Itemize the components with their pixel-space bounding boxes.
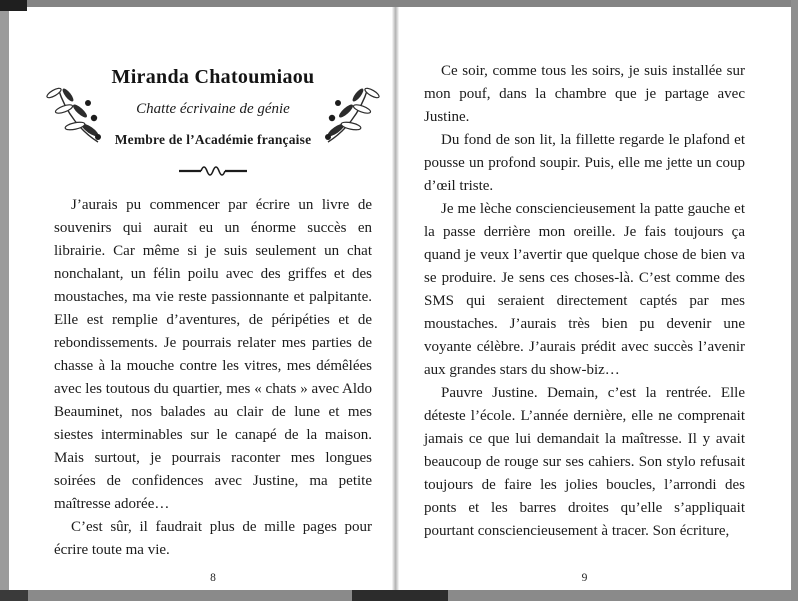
scan-edge-right	[791, 0, 798, 601]
right-page-body	[424, 60, 745, 543]
page-number-right: 9	[581, 572, 588, 584]
chapter-affiliation: Membre de l’Académie française	[114, 132, 312, 147]
body-paragraph: Je me lèche consciencieusement la patte gauche et la passe derrière mon oreille. Je fais toujours ça quand je veux l’avertir que quelque chose de bien va se produire. Je sens ces choses-là. C’est comme des SMS qui seraient directement captés par mes moustaches. J’aurais très bien pu devenir une voyante célèbre. J’aurais prédit avec succès l’avenir aux grandes stars du show-biz…	[424, 201, 745, 378]
chapter-subtitle: Chatte écrivaine de génie	[136, 101, 290, 117]
scan-corner-mark	[0, 0, 27, 11]
olive-branch-icon	[46, 80, 104, 146]
page-number-left: 8	[210, 572, 216, 584]
body-paragraph: J’aurais pu commencer par écrire un livre de souvenirs qui aurait eu un énorme succès en librairie. Car même si je suis seulement un chat nonchalant, un félin poilu avec des griffes et des moustaches, ma vie reste passionnante et palpitante. Elle est remplie d’aventures, de péripéties et de rebondissements. Je pourrais relater mes parties de chasse à la mouche contre les vitres, mes démêlées avec les toutous du quartier, mes « chats » avec Aldo Beauminet, nos balades au clair de lune et mes siestes interminables sur le canapé de la maison. Mais surtout, je pourrais raconter mes longues soirées de confidences avec Justine, ma petite maîtresse adorée…	[54, 197, 372, 512]
chapter-heading	[54, 66, 372, 148]
scan-edge-left	[0, 0, 9, 601]
squiggle-divider-icon	[54, 163, 372, 179]
olive-branch-icon	[322, 80, 380, 146]
page-left	[54, 0, 372, 601]
chapter-title: Miranda Chatoumiaou	[111, 66, 315, 88]
scan-bottom-left-mark	[0, 590, 28, 601]
body-paragraph: Ce soir, comme tous les soirs, je suis installée sur mon pouf, dans la chambre que je partage avec Justine.	[424, 63, 745, 125]
body-paragraph: Du fond de son lit, la fillette regarde le plafond et pousse un profond soupir. Puis, elle me jette un coup d’œil triste.	[424, 132, 745, 194]
body-paragraph: Pauvre Justine. Demain, c’est la rentrée. Elle déteste l’école. L’année dernière, elle ne comprenait jamais ce que lui demandait la maîtresse. Il y avait beaucoup de rouge sur ses cahiers. Son stylo refusait toujours de faire les jolies boucles, l’arrondi des ponts et les barres droites qu’elle s’appliquait pourtant consciencieusement à tracer. Son écriture,	[424, 385, 745, 539]
body-paragraph: C’est sûr, il faudrait plus de mille pages pour écrire toute ma vie.	[54, 519, 372, 558]
book-gutter	[392, 7, 399, 590]
left-page-body	[54, 194, 372, 562]
page-right	[424, 0, 745, 601]
